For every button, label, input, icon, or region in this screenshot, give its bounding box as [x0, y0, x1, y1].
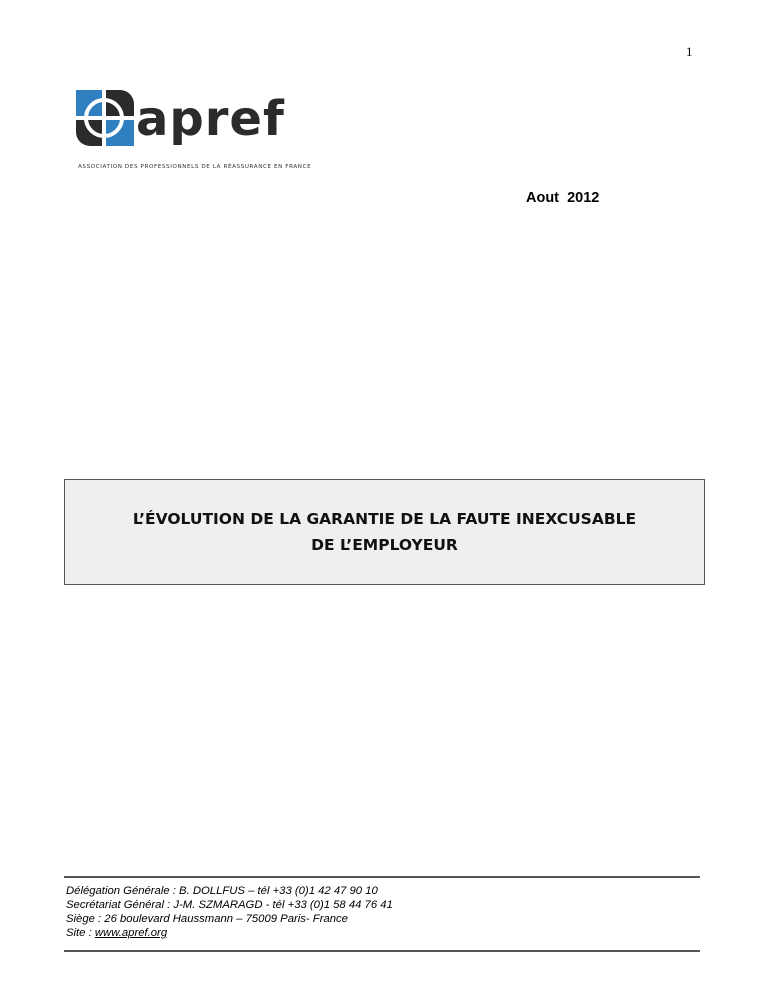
title-line-1: L’ÉVOLUTION DE LA GARANTIE DE LA FAUTE INEXCUSABLE — [132, 510, 637, 528]
footer-rule-bottom — [64, 950, 700, 952]
footer-contact — [66, 884, 393, 940]
logo-wordmark: apref — [136, 91, 285, 147]
page-number: 1 — [686, 44, 693, 59]
title-line-2: DE L’EMPLOYEUR — [311, 536, 458, 554]
footer-site — [66, 926, 393, 940]
footer-secretariat: Secrétariat Général : J-M. SZMARAGD - tél +33 (0)1 58 44 76 41 — [66, 899, 393, 911]
title-box — [64, 479, 705, 585]
footer-delegation: Délégation Générale : B. DOLLFUS – tél +33 (0)1 42 47 90 10 — [66, 885, 378, 897]
footer-site-label: Site : — [66, 927, 95, 939]
apref-logo-mark-icon — [76, 90, 136, 148]
logo-tagline: ASSOCIATION DES PROFESSIONNELS DE LA RÉASSURANCE EN FRANCE — [78, 164, 312, 170]
footer-siege: Siège : 26 boulevard Haussmann – 75009 Paris- France — [66, 913, 348, 925]
footer-rule-top — [64, 876, 700, 878]
site-link[interactable]: www.apref.org — [94, 927, 168, 939]
apref-logo — [76, 90, 316, 170]
document-date: Aout 2012 — [526, 190, 600, 206]
